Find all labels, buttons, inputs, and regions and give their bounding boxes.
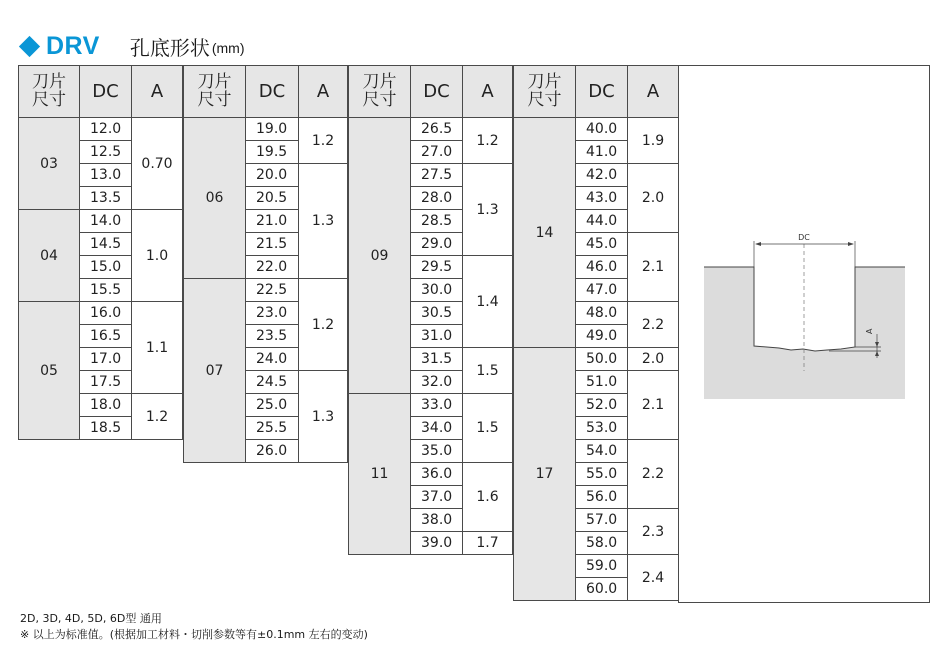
dc-cell: 15.0 bbox=[80, 256, 132, 279]
dc-cell: 14.0 bbox=[80, 210, 132, 233]
dc-cell: 31.0 bbox=[411, 325, 463, 348]
insert-size-cell: 09 bbox=[349, 118, 411, 394]
table-row bbox=[514, 118, 679, 141]
column-header-size: 刀片 尺寸 bbox=[349, 66, 411, 118]
dc-cell: 15.5 bbox=[80, 279, 132, 302]
dc-cell: 13.0 bbox=[80, 164, 132, 187]
a-cell: 2.3 bbox=[628, 509, 679, 555]
dc-cell: 56.0 bbox=[576, 486, 628, 509]
dc-cell: 50.0 bbox=[576, 348, 628, 371]
dc-cell: 23.5 bbox=[246, 325, 299, 348]
dc-cell: 29.5 bbox=[411, 256, 463, 279]
dc-cell: 32.0 bbox=[411, 371, 463, 394]
spec-table-3 bbox=[348, 65, 513, 555]
a-cell: 1.0 bbox=[132, 210, 183, 302]
dc-cell: 28.5 bbox=[411, 210, 463, 233]
dc-cell: 30.5 bbox=[411, 302, 463, 325]
dc-cell: 53.0 bbox=[576, 417, 628, 440]
a-cell: 2.2 bbox=[628, 302, 679, 348]
dc-cell: 27.0 bbox=[411, 141, 463, 164]
insert-size-cell: 05 bbox=[19, 302, 80, 440]
table-row bbox=[19, 210, 183, 233]
a-cell: 1.3 bbox=[299, 164, 348, 279]
dc-cell: 36.0 bbox=[411, 463, 463, 486]
dc-cell: 42.0 bbox=[576, 164, 628, 187]
dc-cell: 57.0 bbox=[576, 509, 628, 532]
dc-arrow-left bbox=[755, 242, 761, 246]
dc-cell: 40.0 bbox=[576, 118, 628, 141]
a-cell: 1.4 bbox=[463, 256, 513, 348]
dc-arrow-right bbox=[848, 242, 854, 246]
column-header-dc: DC bbox=[411, 66, 463, 118]
a-cell: 2.2 bbox=[628, 440, 679, 509]
table-row bbox=[349, 118, 513, 141]
dc-cell: 48.0 bbox=[576, 302, 628, 325]
column-header-size: 刀片 尺寸 bbox=[184, 66, 246, 118]
footer-note-standard: ※ 以上为标准值。(根据加工材料・切削参数等有±0.1mm 左右的变动) bbox=[20, 628, 368, 641]
table-row bbox=[184, 279, 348, 302]
spec-table-2 bbox=[183, 65, 348, 463]
section-title bbox=[18, 30, 245, 62]
dc-cell: 43.0 bbox=[576, 187, 628, 210]
dc-cell: 28.0 bbox=[411, 187, 463, 210]
dc-cell: 35.0 bbox=[411, 440, 463, 463]
dc-cell: 34.0 bbox=[411, 417, 463, 440]
a-cell: 0.70 bbox=[132, 118, 183, 210]
a-cell: 2.1 bbox=[628, 233, 679, 302]
dc-cell: 23.0 bbox=[246, 302, 299, 325]
dc-cell: 16.0 bbox=[80, 302, 132, 325]
dc-cell: 26.0 bbox=[246, 440, 299, 463]
table-row bbox=[349, 394, 513, 417]
model-name: DRV bbox=[46, 31, 100, 60]
dc-cell: 52.0 bbox=[576, 394, 628, 417]
table-row bbox=[514, 348, 679, 371]
a-cell: 1.2 bbox=[299, 279, 348, 371]
dc-cell: 19.5 bbox=[246, 141, 299, 164]
a-cell: 1.3 bbox=[463, 164, 513, 256]
workpiece-shape bbox=[704, 267, 905, 399]
dc-cell: 58.0 bbox=[576, 532, 628, 555]
table-row bbox=[19, 118, 183, 141]
a-cell: 1.2 bbox=[463, 118, 513, 164]
insert-size-cell: 14 bbox=[514, 118, 576, 348]
dc-cell: 26.5 bbox=[411, 118, 463, 141]
column-header-a: A bbox=[299, 66, 348, 118]
dc-cell: 12.5 bbox=[80, 141, 132, 164]
a-cell: 1.7 bbox=[463, 532, 513, 555]
insert-size-cell: 06 bbox=[184, 118, 246, 279]
insert-size-cell: 11 bbox=[349, 394, 411, 555]
dc-cell: 25.0 bbox=[246, 394, 299, 417]
column-header-a: A bbox=[132, 66, 183, 118]
column-header-dc: DC bbox=[246, 66, 299, 118]
dc-cell: 29.0 bbox=[411, 233, 463, 256]
dc-cell: 19.0 bbox=[246, 118, 299, 141]
dc-cell: 16.5 bbox=[80, 325, 132, 348]
dc-cell: 18.5 bbox=[80, 417, 132, 440]
dc-cell: 22.0 bbox=[246, 256, 299, 279]
dc-cell: 17.5 bbox=[80, 371, 132, 394]
spec-table-4 bbox=[513, 65, 679, 601]
unit-label: (mm) bbox=[211, 40, 245, 56]
a-cell: 1.3 bbox=[299, 371, 348, 463]
a-cell: 1.2 bbox=[299, 118, 348, 164]
insert-size-cell: 04 bbox=[19, 210, 80, 302]
dc-cell: 41.0 bbox=[576, 141, 628, 164]
dc-cell: 21.5 bbox=[246, 233, 299, 256]
dc-cell: 49.0 bbox=[576, 325, 628, 348]
a-cell: 2.0 bbox=[628, 164, 679, 233]
column-header-dc: DC bbox=[80, 66, 132, 118]
page-subtitle: 孔底形状 bbox=[129, 37, 210, 60]
dc-cell: 59.0 bbox=[576, 555, 628, 578]
a-cell: 1.6 bbox=[463, 463, 513, 532]
dc-cell: 51.0 bbox=[576, 371, 628, 394]
dc-cell: 47.0 bbox=[576, 279, 628, 302]
dc-cell: 22.5 bbox=[246, 279, 299, 302]
dc-cell: 21.0 bbox=[246, 210, 299, 233]
insert-size-cell: 07 bbox=[184, 279, 246, 463]
dc-cell: 24.5 bbox=[246, 371, 299, 394]
table-row bbox=[184, 118, 348, 141]
column-header-size: 刀片 尺寸 bbox=[19, 66, 80, 118]
spec-table-1 bbox=[18, 65, 183, 440]
dc-cell: 44.0 bbox=[576, 210, 628, 233]
a-cell: 2.0 bbox=[628, 348, 679, 371]
dc-cell: 31.5 bbox=[411, 348, 463, 371]
dc-cell: 25.5 bbox=[246, 417, 299, 440]
a-cell: 1.9 bbox=[628, 118, 679, 164]
a-cell: 2.1 bbox=[628, 371, 679, 440]
a-cell: 1.5 bbox=[463, 348, 513, 394]
dc-cell: 38.0 bbox=[411, 509, 463, 532]
column-header-dc: DC bbox=[576, 66, 628, 118]
dc-cell: 37.0 bbox=[411, 486, 463, 509]
a-cell: 1.1 bbox=[132, 302, 183, 394]
dc-cell: 39.0 bbox=[411, 532, 463, 555]
dc-cell: 60.0 bbox=[576, 578, 628, 601]
dc-cell: 24.0 bbox=[246, 348, 299, 371]
dc-cell: 46.0 bbox=[576, 256, 628, 279]
dc-cell: 55.0 bbox=[576, 463, 628, 486]
dc-cell: 45.0 bbox=[576, 233, 628, 256]
dc-cell: 30.0 bbox=[411, 279, 463, 302]
dc-cell: 27.5 bbox=[411, 164, 463, 187]
dc-cell: 13.5 bbox=[80, 187, 132, 210]
dc-label: DC bbox=[798, 233, 810, 242]
a-cell: 1.2 bbox=[132, 394, 183, 440]
insert-size-cell: 03 bbox=[19, 118, 80, 210]
a-label: A bbox=[865, 328, 874, 334]
a-cell: 2.4 bbox=[628, 555, 679, 601]
table-row bbox=[19, 302, 183, 325]
dc-cell: 20.0 bbox=[246, 164, 299, 187]
hole-bottom-diagram-panel bbox=[678, 65, 930, 603]
column-header-a: A bbox=[628, 66, 679, 118]
footer-note-usage: 2D, 3D, 4D, 5D, 6D型 通用 bbox=[20, 612, 162, 625]
insert-size-cell: 17 bbox=[514, 348, 576, 601]
diamond-icon bbox=[19, 35, 40, 56]
dc-cell: 20.5 bbox=[246, 187, 299, 210]
column-header-a: A bbox=[463, 66, 513, 118]
dc-cell: 18.0 bbox=[80, 394, 132, 417]
dc-cell: 12.0 bbox=[80, 118, 132, 141]
a-cell: 1.5 bbox=[463, 394, 513, 463]
dc-cell: 14.5 bbox=[80, 233, 132, 256]
dc-cell: 17.0 bbox=[80, 348, 132, 371]
dc-cell: 54.0 bbox=[576, 440, 628, 463]
hole-bottom-diagram bbox=[679, 66, 929, 602]
dc-cell: 33.0 bbox=[411, 394, 463, 417]
column-header-size: 刀片 尺寸 bbox=[514, 66, 576, 118]
